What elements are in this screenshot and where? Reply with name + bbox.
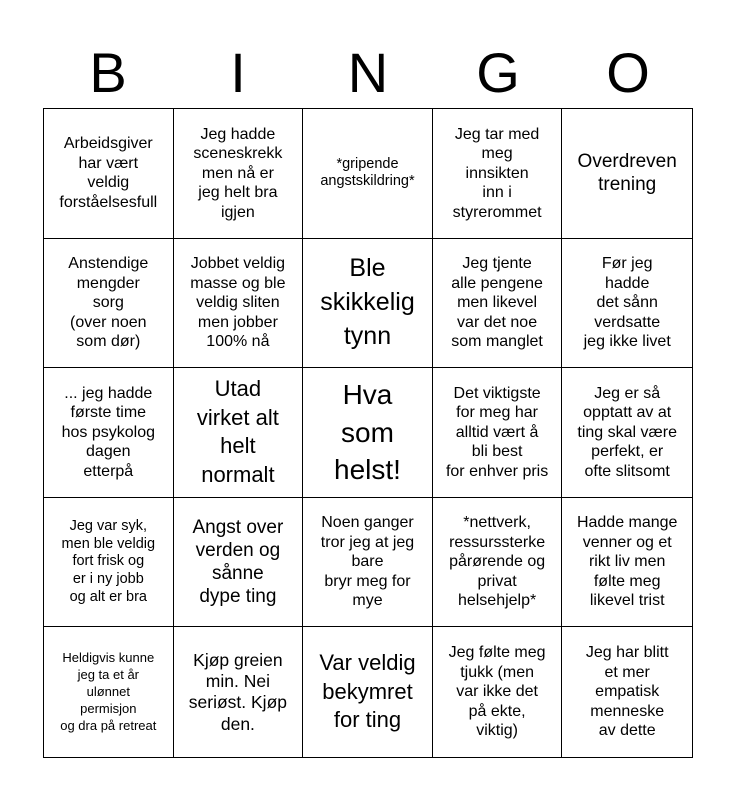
bingo-cell[interactable]: Jeg følte meg tjukk (men var ikke det på ekte, viktig) <box>433 627 563 757</box>
bingo-cell[interactable]: Jeg tar med meg innsikten inn i styrerommet <box>433 109 563 239</box>
free-space-cell[interactable]: Hva som helst! <box>303 368 433 498</box>
header-letter-g: G <box>476 41 520 104</box>
header-letter-i: I <box>230 41 246 104</box>
bingo-cell[interactable]: Jeg hadde sceneskrekk men nå er jeg helt bra igjen <box>174 109 304 239</box>
bingo-cell[interactable]: Anstendige mengder sorg (over noen som dør) <box>44 239 174 369</box>
bingo-cell[interactable]: Før jeg hadde det sånn verdsatte jeg ikke livet <box>562 239 692 369</box>
bingo-cell[interactable]: *gripende angstskildring* <box>303 109 433 239</box>
bingo-cell[interactable]: Noen ganger tror jeg at jeg bare bryr meg for mye <box>303 498 433 628</box>
bingo-cell[interactable]: Overdreven trening <box>562 109 692 239</box>
bingo-cell[interactable]: Utad virket alt helt normalt <box>174 368 304 498</box>
bingo-cell[interactable]: Jeg tjente alle pengene men likevel var det noe som manglet <box>433 239 563 369</box>
bingo-cell[interactable]: Det viktigste for meg har alltid vært å bli best for enhver pris <box>433 368 563 498</box>
bingo-cell[interactable]: Arbeidsgiver har vært veldig forståelsesfull <box>44 109 174 239</box>
bingo-cell[interactable]: Angst over verden og sånne dype ting <box>174 498 304 628</box>
bingo-cell[interactable]: Jeg var syk, men ble veldig fort frisk og er i ny jobb og alt er bra <box>44 498 174 628</box>
header-letter-o: O <box>606 41 650 104</box>
bingo-cell[interactable]: Jeg har blitt et mer empatisk menneske av dette <box>585 644 669 740</box>
bingo-cell[interactable]: Jeg er så opptatt av at ting skal være perfekt, er ofte slitsomt <box>562 368 692 498</box>
bingo-cell[interactable]: Hadde mange venner og et rikt liv men følte meg likevel trist <box>562 498 692 628</box>
bingo-grid <box>43 108 693 758</box>
bingo-cell[interactable]: Kjøp greien min. Nei seriøst. Kjøp den. <box>174 627 304 757</box>
bingo-cell[interactable]: Ble skikkelig tynn <box>303 239 433 369</box>
bingo-cell[interactable]: Jobbet veldig masse og ble veldig sliten men jobber 100% nå <box>174 239 304 369</box>
header-letter-n: N <box>347 41 389 104</box>
bingo-cell[interactable]: Var veldig bekymret for ting <box>303 627 433 757</box>
bingo-cell[interactable]: ... jeg hadde første time hos psykolog dagen etterpå <box>44 368 174 498</box>
bingo-header <box>43 38 693 108</box>
header-letter-b: B <box>89 41 127 104</box>
bingo-cell[interactable]: Heldigvis kunne jeg ta et år ulønnet permisjon og dra på retreat <box>44 627 174 757</box>
bingo-cell[interactable]: *nettverk, ressurssterke pårørende og privat helsehjelp* <box>433 498 563 628</box>
